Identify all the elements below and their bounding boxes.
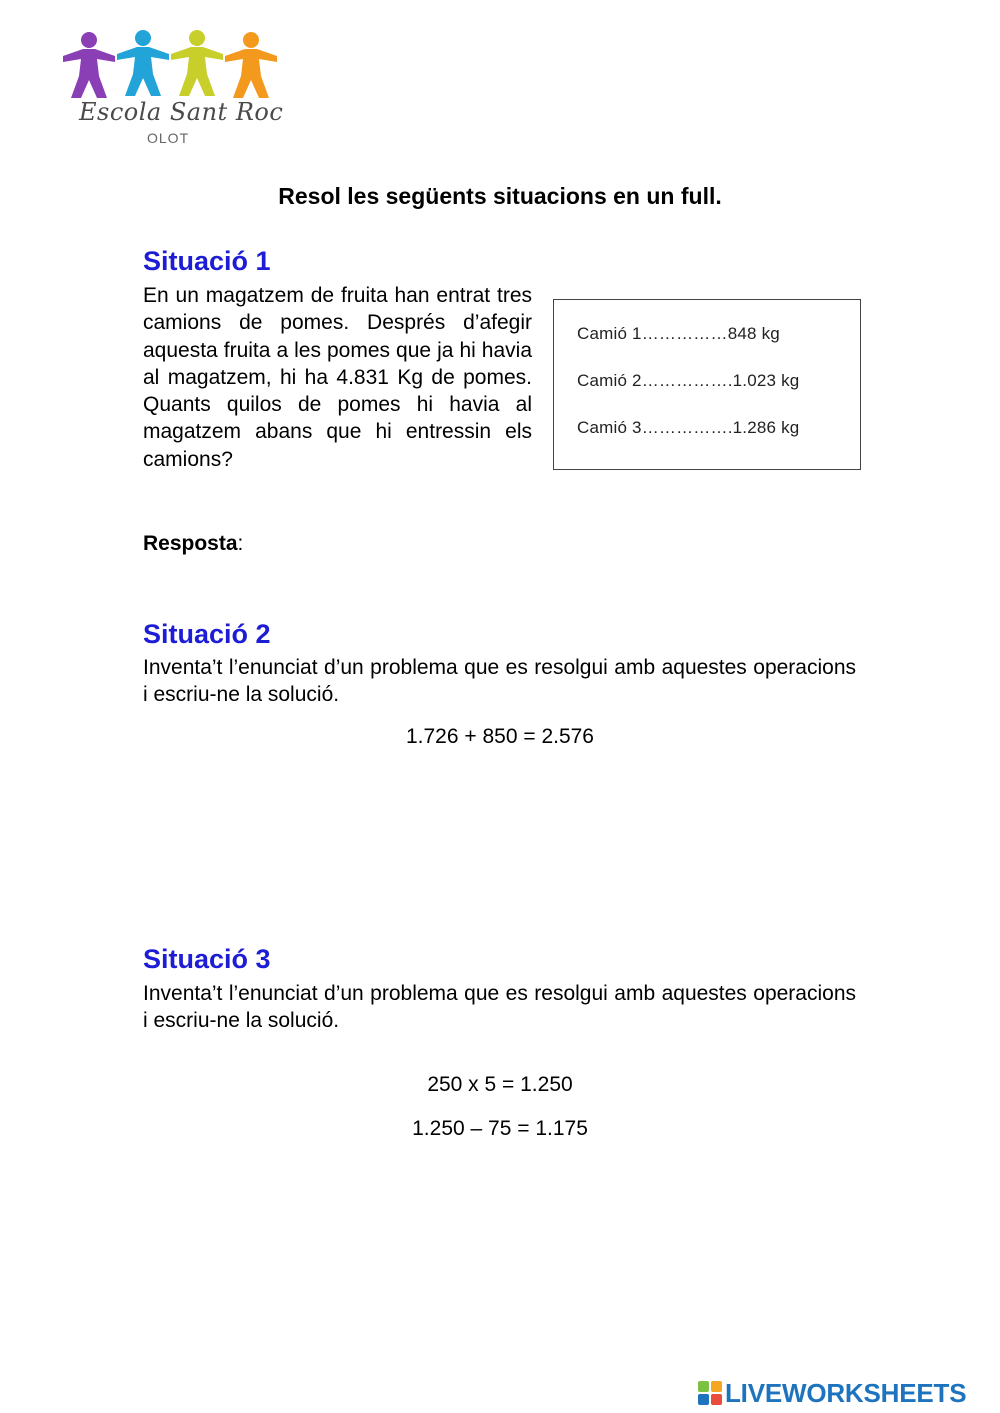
truck-line-1: Camió 1……………848 kg <box>577 324 780 343</box>
figure-blue <box>117 30 169 96</box>
situation-3-text: Inventa’t l’enunciat d’un problema que es resolgui amb aquestes operacions i escriu-ne la solució. <box>143 982 856 1033</box>
answer-label: Resposta <box>143 532 238 555</box>
situation-3-operation-1: 250 x 5 = 1.250 <box>427 1073 573 1096</box>
school-name: Escola Sant Roc <box>79 98 284 126</box>
school-logo <box>55 30 285 150</box>
figure-purple <box>63 32 115 98</box>
paper-people-icon <box>55 30 285 100</box>
truck-line-2: Camió 2…………….1.023 kg <box>577 371 800 390</box>
trucks-box <box>553 299 861 470</box>
brand-text: LIVEWORKSHEETS <box>725 1377 967 1408</box>
liveworksheets-logo-icon <box>698 1381 722 1405</box>
figure-yellow <box>171 30 223 96</box>
situation-3-heading: Situació 3 <box>143 944 271 974</box>
school-city: OLOT <box>147 130 190 146</box>
liveworksheets-brand <box>698 1378 966 1408</box>
answer-line <box>143 532 243 556</box>
situation-2-operation: 1.726 + 850 = 2.576 <box>405 725 594 748</box>
page-title: Resol les següents situacions en un full. <box>278 183 722 209</box>
situation-2-heading: Situació 2 <box>143 619 271 649</box>
situation-3-operation-2: 1.250 – 75 = 1.175 <box>412 1117 588 1140</box>
truck-line-3: Camió 3…………….1.286 kg <box>577 418 800 437</box>
figure-orange <box>225 32 277 98</box>
answer-colon: : <box>237 532 244 555</box>
situation-1-heading: Situació 1 <box>143 246 271 276</box>
situation-1-text: En un magatzem de fruita han entrat tres camions de pomes. Després d’afegir aquesta fruita a les pomes que ja hi havia al magatzem, hi ha 4.831 Kg de pomes. Quants quilos de pomes hi havia al magatzem abans que hi entressin els camions? <box>143 284 532 471</box>
situation-2-text: Inventa’t l’enunciat d’un problema que es resolgui amb aquestes operacions i escriu-ne la solució. <box>143 656 856 707</box>
